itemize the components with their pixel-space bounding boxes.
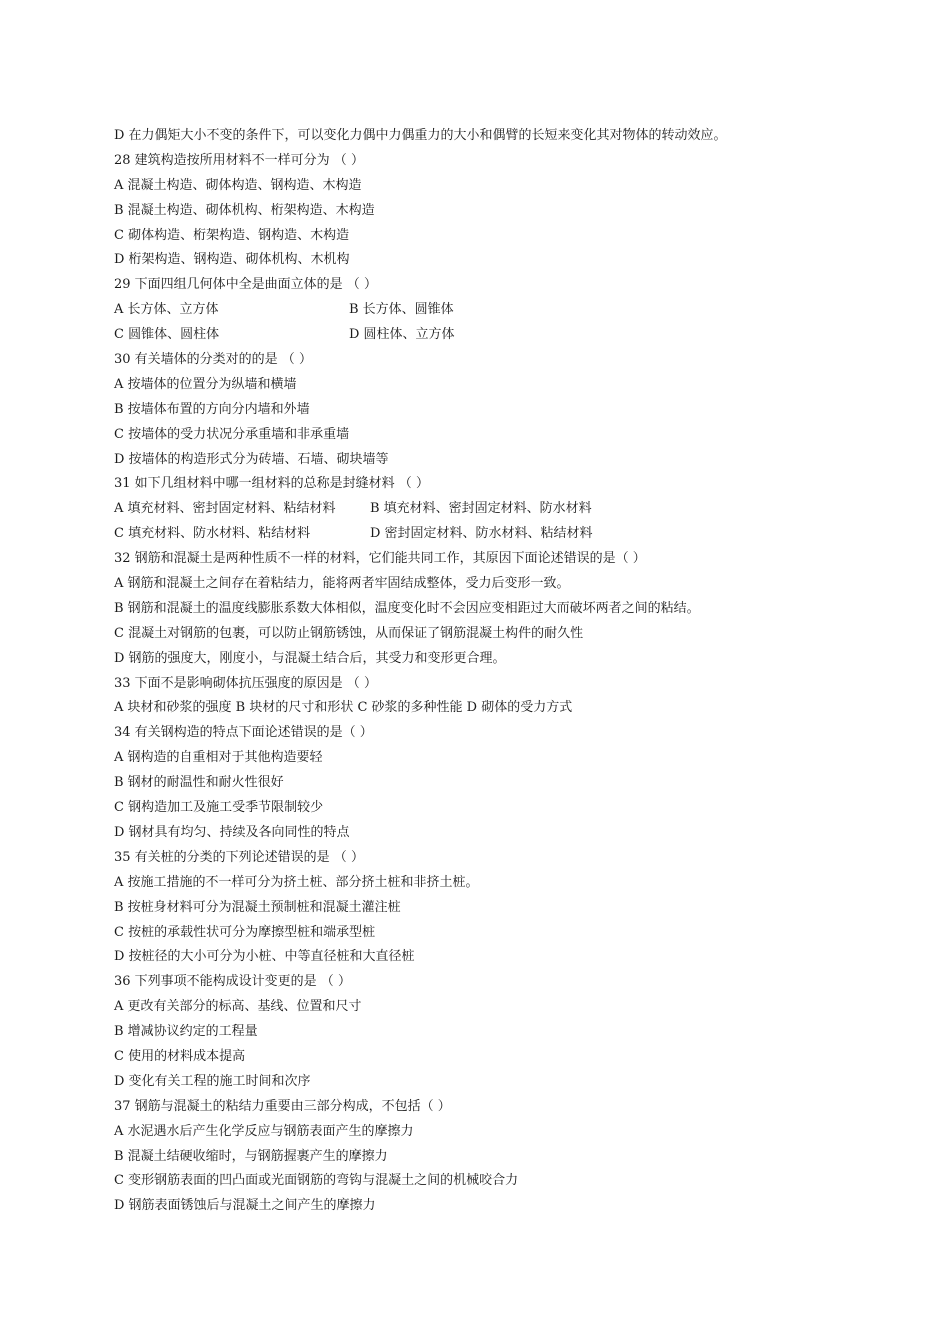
option-line: A 钢构造的自重相对于其他构造要轻 — [114, 750, 323, 766]
option-line: A 按施工措施的不一样可分为挤土桩、部分挤土桩和非挤土桩。 — [114, 874, 479, 890]
option-b: B 填充材料、密封固定材料、防水材料 — [370, 501, 592, 517]
option-line: D 钢筋表面锈蚀后与混凝土之间产生的摩擦力 — [114, 1198, 376, 1214]
option-d: D 密封固定材料、防水材料、粘结材料 — [370, 526, 593, 542]
option-line: D 按墙体的构造形式分为砖墙、石墙、砌块墙等 — [114, 451, 389, 467]
option-b: B 长方体、圆锥体 — [349, 302, 454, 318]
option-row — [114, 323, 834, 348]
option-line: A 钢筋和混凝土之间存在着粘结力，能将两者牢固结成整体，受力后变形一致。 — [114, 576, 570, 592]
question-33: 33 下面不是影响砌体抗压强度的原因是 （ ） — [114, 675, 377, 691]
option-d: D 圆柱体、立方体 — [349, 327, 455, 343]
option-a: A 填充材料、密封固定材料、粘结材料 — [114, 501, 336, 517]
option-line: B 钢筋和混凝土的温度线膨胀系数大体相似，温度变化时不会因应变相距过大而破坏两者之间的粘结。 — [114, 600, 700, 616]
question-36: 36 下列事项不能构成设计变更的是 （ ） — [114, 974, 351, 990]
option-row — [114, 522, 834, 547]
option-line: C 按桩的承载性状可分为摩擦型桩和端承型桩 — [114, 924, 376, 940]
option-line: A 块材和砂浆的强度 B 块材的尺寸和形状 C 砂浆的多种性能 D 砌体的受力方式 — [114, 700, 573, 716]
option-line: C 使用的材料成本提高 — [114, 1048, 246, 1064]
option-line: D 桁架构造、钢构造、砌体机构、木机构 — [114, 252, 350, 268]
question-32: 32 钢筋和混凝土是两种性质不一样的材料，它们能共同工作，其原因下面论述错误的是（ ） — [114, 551, 646, 567]
option-line: B 按桩身材料可分为混凝土预制桩和混凝土灌注桩 — [114, 899, 401, 915]
option-line: D 按桩径的大小可分为小桩、中等直径桩和大直径桩 — [114, 949, 415, 965]
question-31: 31 如下几组材料中哪一组材料的总称是封缝材料 （ ） — [114, 476, 429, 492]
question-35: 35 有关桩的分类的下列论述错误的是 （ ） — [114, 849, 364, 865]
option-line: B 增减协议约定的工程量 — [114, 1024, 258, 1040]
text-line: D 在力偶矩大小不变的条件下，可以变化力偶中力偶重力的大小和偶臂的长短来变化其对物体的转动效应。 — [114, 128, 727, 143]
option-c: C 圆锥体、圆柱体 — [114, 327, 220, 343]
option-line: C 混凝土对钢筋的包裹，可以防止钢筋锈蚀，从而保证了钢筋混凝土构件的耐久性 — [114, 625, 584, 641]
option-c: C 填充材料、防水材料、粘结材料 — [114, 526, 311, 542]
question-29: 29 下面四组几何体中全是曲面立体的是 （ ） — [114, 277, 377, 293]
option-line: D 钢材具有均匀、持续及各向同性的特点 — [114, 824, 350, 840]
option-a: A 长方体、立方体 — [114, 302, 219, 318]
option-line: D 钢筋的强度大，刚度小，与混凝土结合后，其受力和变形更合理。 — [114, 650, 506, 666]
option-line: B 钢材的耐温性和耐火性很好 — [114, 775, 284, 791]
option-line: C 钢构造加工及施工受季节限制较少 — [114, 800, 324, 816]
question-37: 37 钢筋与混凝土的粘结力重要由三部分构成，不包括（ ） — [114, 1098, 451, 1114]
option-line: A 按墙体的位置分为纵墙和横墙 — [114, 376, 297, 392]
option-line: B 混凝土结硬收缩时，与钢筋握裹产生的摩擦力 — [114, 1148, 388, 1164]
option-line: C 变形钢筋表面的凹凸面或光面钢筋的弯钩与混凝土之间的机械咬合力 — [114, 1173, 519, 1189]
option-line: A 更改有关部分的标高、基线、位置和尺寸 — [114, 999, 362, 1015]
option-line: D 变化有关工程的施工时间和次序 — [114, 1073, 311, 1089]
option-row — [114, 497, 834, 522]
option-line: C 砌体构造、桁架构造、钢构造、木构造 — [114, 227, 350, 243]
option-line: B 混凝土构造、砌体机构、桁架构造、木构造 — [114, 202, 375, 218]
question-34: 34 有关钢构造的特点下面论述错误的是（ ） — [114, 725, 373, 741]
option-line: A 混凝土构造、砌体构造、钢构造、木构造 — [114, 177, 362, 193]
option-row — [114, 298, 834, 323]
question-list — [114, 124, 834, 1219]
question-28: 28 建筑构造按所用材料不一样可分为 （ ） — [114, 152, 364, 168]
option-line: B 按墙体布置的方向分内墙和外墙 — [114, 401, 310, 417]
option-line: C 按墙体的受力状况分承重墙和非承重墙 — [114, 426, 350, 442]
option-line: A 水泥遇水后产生化学反应与钢筋表面产生的摩擦力 — [114, 1123, 414, 1139]
question-30: 30 有关墙体的分类对的的是 （ ） — [114, 352, 312, 368]
